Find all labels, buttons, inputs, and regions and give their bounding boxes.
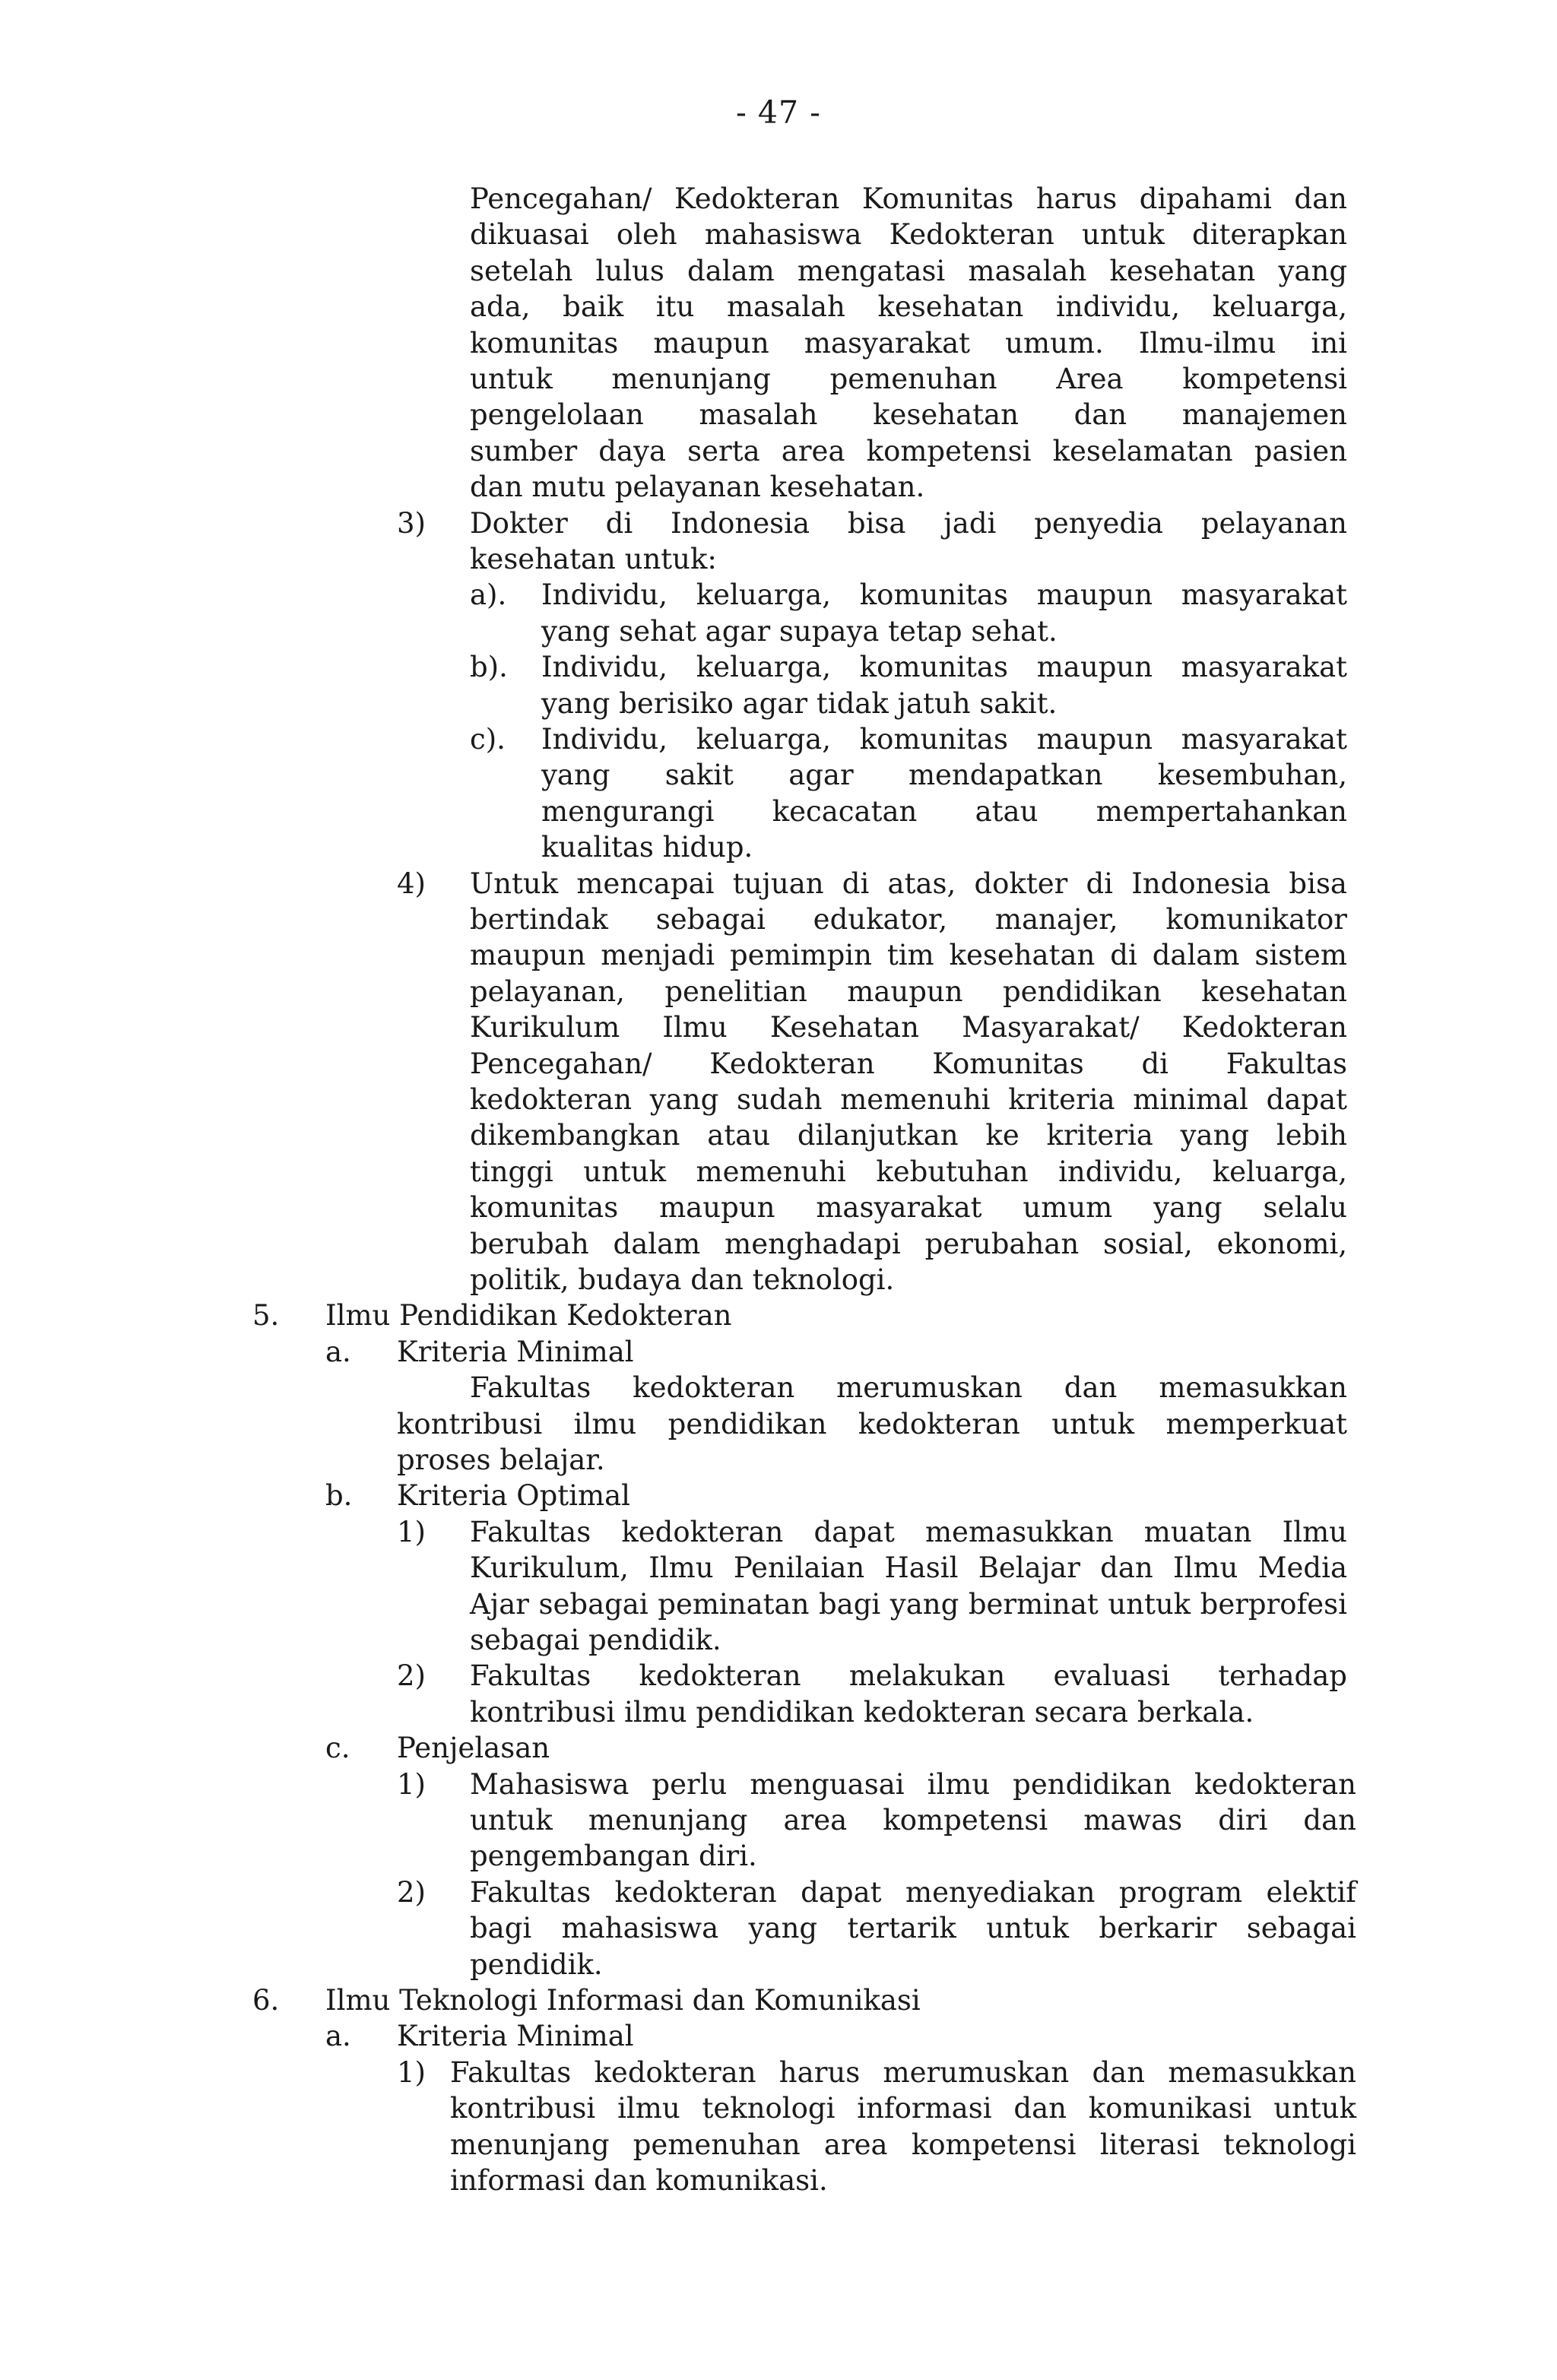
text-line: Kriteria Optimal [397, 1479, 630, 1512]
text-line: pendidik. [470, 1948, 603, 1981]
text-line: politik, budaya dan teknologi. [470, 1263, 895, 1296]
text-line: sumber daya serta area kompetensi keselamatan pasien [470, 435, 1347, 467]
text-line: Pencegahan/ Kedokteran Komunitas di Fakultas [470, 1047, 1347, 1080]
text-line: yang berisiko agar tidak jatuh sakit. [541, 687, 1058, 720]
text-line: kedokteran yang sudah memenuhi kriteria minimal dapat [470, 1083, 1347, 1116]
text-line: menunjang pemenuhan area kompetensi literasi teknologi [450, 2128, 1356, 2161]
text-line: dikuasai oleh mahasiswa Kedokteran untuk diterapkan [470, 218, 1347, 251]
text-line: sebagai pendidik. [470, 1624, 721, 1656]
text-line: kesehatan untuk: [470, 543, 717, 575]
text-line: bertindak sebagai edukator, manajer, komunikator [470, 903, 1347, 936]
text-line: yang sehat agar supaya tetap sehat. [541, 615, 1058, 648]
text-line: yang sakit agar mendapatkan kesembuhan, [541, 759, 1347, 791]
list-marker: 2) [397, 1659, 426, 1692]
text-line: Individu, keluarga, komunitas maupun masyarakat [541, 578, 1347, 611]
text-line: Dokter di Indonesia bisa jadi penyedia pelayanan [470, 507, 1347, 540]
text-line: maupun menjadi pemimpin tim kesehatan di dalam sistem [470, 939, 1347, 971]
text-line: Untuk mencapai tujuan di atas, dokter di Indonesia bisa [470, 867, 1347, 900]
list-marker: b. [325, 1479, 353, 1512]
text-line: Fakultas kedokteran harus merumuskan dan memasukkan [450, 2056, 1356, 2089]
text-line: Kurikulum Ilmu Kesehatan Masyarakat/ Kedokteran [470, 1011, 1347, 1044]
text-line: berubah dalam menghadapi perubahan sosial, ekonomi, [470, 1228, 1347, 1260]
text-line: Ajar sebagai peminatan bagi yang berminat untuk berprofesi [470, 1588, 1347, 1621]
text-line: mengurangi kecacatan atau mempertahankan [541, 795, 1347, 828]
text-line: komunitas maupun masyarakat umum yang selalu [470, 1191, 1347, 1224]
text-line: Fakultas kedokteran dapat menyediakan program elektif [470, 1876, 1356, 1909]
list-marker: 6. [252, 1984, 280, 2017]
text-line: Kriteria Minimal [397, 2020, 634, 2052]
text-line: Penjelasan [397, 1732, 550, 1764]
text-line: Pencegahan/ Kedokteran Komunitas harus dipahami dan [470, 182, 1347, 215]
text-line: Individu, keluarga, komunitas maupun masyarakat [541, 651, 1347, 683]
text-line: Mahasiswa perlu menguasai ilmu pendidikan kedokteran [470, 1768, 1356, 1801]
text-line: proses belajar. [397, 1444, 605, 1476]
text-line: informasi dan komunikasi. [450, 2164, 828, 2197]
list-marker: 3) [397, 507, 426, 540]
text-line: Individu, keluarga, komunitas maupun masyarakat [541, 723, 1347, 756]
text-line: kontribusi ilmu teknologi informasi dan komunikasi untuk [450, 2092, 1356, 2125]
list-marker: 1) [397, 1768, 426, 1801]
text-line: pengelolaan masalah kesehatan dan manajemen [470, 398, 1347, 431]
text-line: Fakultas kedokteran dapat memasukkan muatan Ilmu [470, 1516, 1347, 1548]
list-marker: 4) [397, 867, 426, 900]
text-line: untuk menunjang area kompetensi mawas diri dan [470, 1804, 1356, 1836]
list-marker: 1) [397, 1516, 426, 1548]
text-line: dan mutu pelayanan kesehatan. [470, 471, 925, 503]
text-line: kontribusi ilmu pendidikan kedokteran untuk memperkuat [397, 1408, 1347, 1440]
list-marker: c). [470, 723, 506, 756]
text-line: Ilmu Pendidikan Kedokteran [325, 1299, 732, 1332]
text-line: tinggi untuk memenuhi kebutuhan individu, keluarga, [470, 1155, 1347, 1188]
list-marker: 5. [252, 1299, 280, 1332]
text-line: kontribusi ilmu pendidikan kedokteran secara berkala. [470, 1696, 1254, 1729]
list-marker: b). [470, 651, 508, 683]
list-marker: a). [470, 578, 507, 611]
list-marker: a. [325, 2020, 351, 2052]
text-line: kualitas hidup. [541, 831, 753, 864]
text-line: bagi mahasiswa yang tertarik untuk berkarir sebagai [470, 1912, 1356, 1944]
text-line: setelah lulus dalam mengatasi masalah kesehatan yang [470, 255, 1347, 287]
list-marker: a. [325, 1336, 351, 1368]
list-marker: 1) [397, 2056, 426, 2089]
text-line: Fakultas kedokteran merumuskan dan memasukkan [470, 1371, 1347, 1404]
text-line: Ilmu Teknologi Informasi dan Komunikasi [325, 1984, 921, 2017]
text-line: pengembangan diri. [470, 1840, 757, 1872]
text-line: Fakultas kedokteran melakukan evaluasi terhadap [470, 1659, 1347, 1692]
text-line: pelayanan, penelitian maupun pendidikan kesehatan [470, 975, 1347, 1008]
text-line: komunitas maupun masyarakat umum. Ilmu-ilmu ini [470, 327, 1347, 360]
page-number: - 47 - [736, 94, 821, 131]
text-line: untuk menunjang pemenuhan Area kompetensi [470, 363, 1347, 395]
list-marker: c. [325, 1732, 350, 1764]
text-line: dikembangkan atau dilanjutkan ke kriteria yang lebih [470, 1119, 1347, 1152]
text-line: Kriteria Minimal [397, 1336, 634, 1368]
list-marker: 2) [397, 1876, 426, 1909]
text-line: Kurikulum, Ilmu Penilaian Hasil Belajar dan Ilmu Media [470, 1551, 1347, 1584]
text-line: ada, baik itu masalah kesehatan individu, keluarga, [470, 290, 1347, 323]
